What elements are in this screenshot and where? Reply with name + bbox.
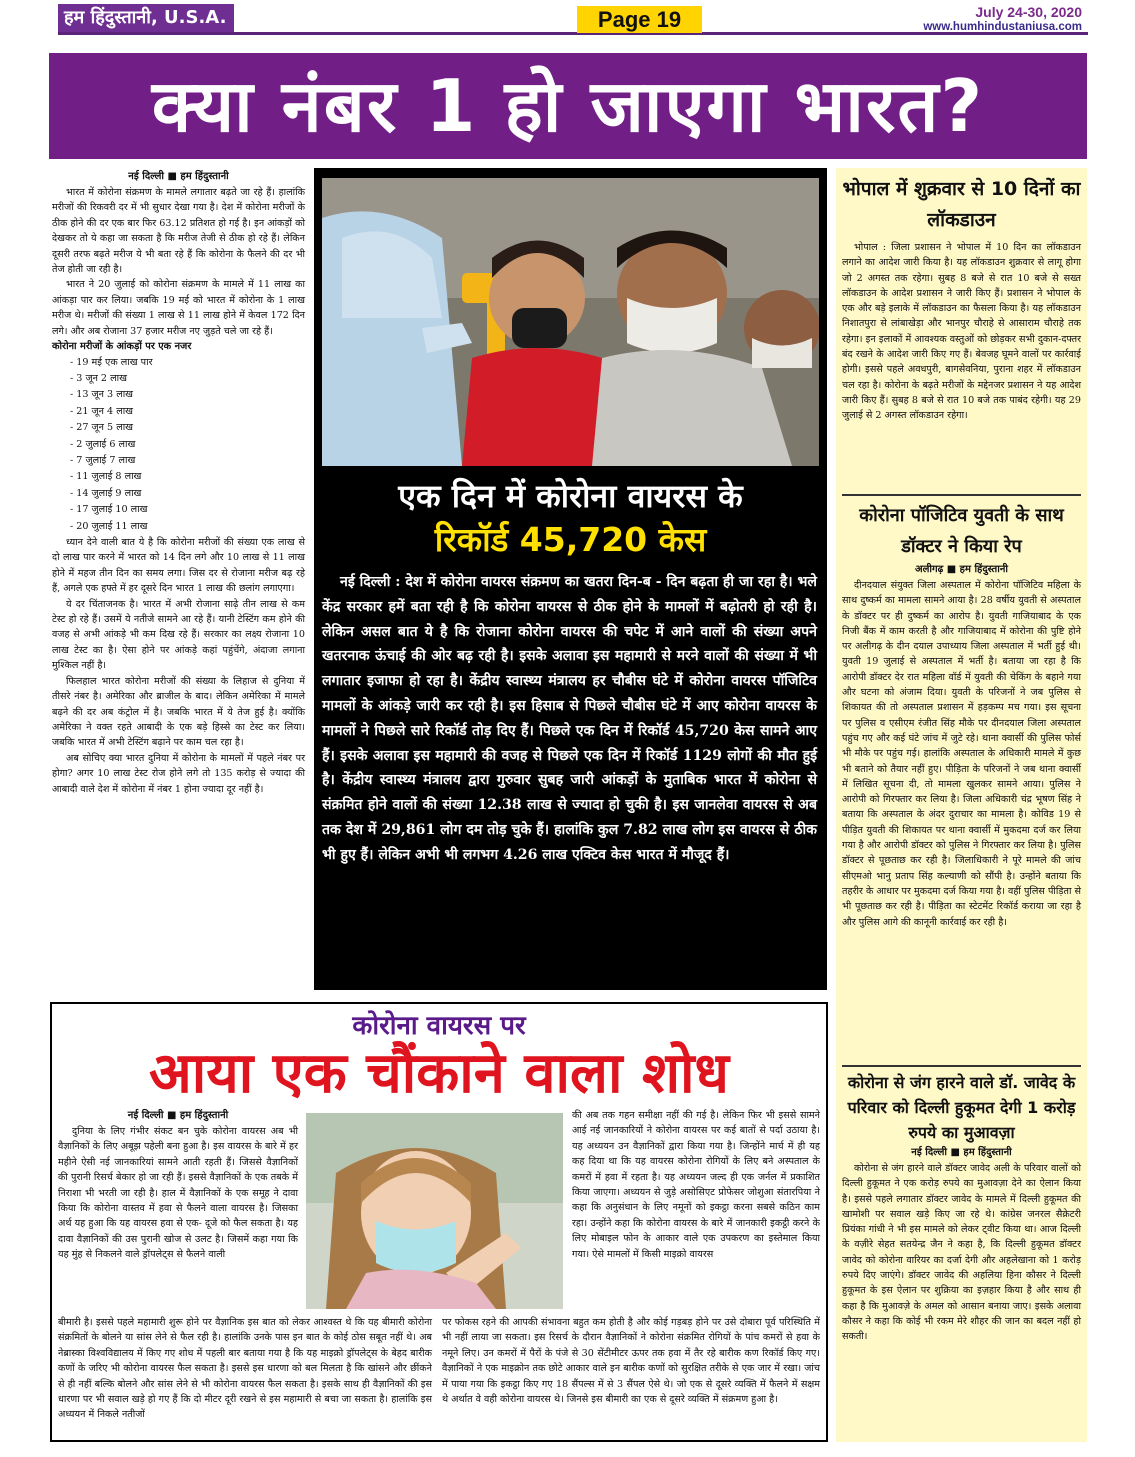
right-story-dateline: अलीगढ़ ■ हम हिंदुस्तानी xyxy=(915,564,1008,575)
center-headline-line1: एक दिन में कोरोना वायरस के xyxy=(398,477,743,515)
masthead: हम हिंदुस्तानी, U.S.A. xyxy=(58,4,234,32)
right-story-headline: कोरोना पॉजिटिव युवती के साथ डॉक्टर ने किया रेप xyxy=(859,505,1064,557)
list-item: - 17 जुलाई 10 लाख xyxy=(70,504,148,516)
list-item: - 21 जून 4 लाख xyxy=(70,405,134,417)
bottom-headline: आया एक चौंकाने वाला शोध xyxy=(149,1041,729,1106)
banner-headline: क्या नंबर 1 हो जाएगा भारत? xyxy=(151,64,985,148)
list-item: - 11 जुलाई 8 लाख xyxy=(70,471,142,483)
list-item: - 20 जुलाई 11 लाख xyxy=(70,520,148,532)
right-story-dateline: नई दिल्ली ■ हम हिंदुस्तानी xyxy=(911,1147,1012,1158)
left-paragraph: ये दर चिंताजनक है। भारत में अभी रोजाना साढ़े तीन लाख से कम टेस्ट हो रहे हैं। उसमें ये नतीजे सामने आ रहे हैं। यानी टेस्टिंग कम होने की वजह से अभी आंकड़े भी कम दिख रहे हैं। सरकार का लक्ष्य रोजाना 10 लाख टेस्ट का है। ऐसा होने पर आंकड़े कहां पहुंचेंगे, अंदाजा लगाना मुश्किल नहीं है। xyxy=(52,598,305,672)
divider xyxy=(842,494,1081,496)
left-article xyxy=(52,169,305,797)
list-item: - 3 जून 2 लाख xyxy=(70,372,127,384)
page-number: Page 19 xyxy=(577,6,702,33)
bottom-paragraph: दुनिया के लिए गंभीर संकट बन चुके कोरोना वायरस अब भी वैज्ञानिकों के लिए अबूझ पहेली बना हुआ है। इस वायरस के बारे में हर महीने ऐसी नई जानकारियां सामने आती रहती हैं। जिससे वैज्ञानिकों की पुरानी रिसर्च बेकार हो जा रही हैं। इससे वैज्ञानिकों के एक तबके में निराशा भी भरती जा रही है। हाल में वैज्ञानिकों के एक समूह ने दावा किया कि कोरोना वास्तव में हवा से फैलने वाला वायरस है। जिसका अर्थ यह हुआ कि यह वायरस हवा से एक- दूजे को फैल सकता है। यह दावा वैज्ञानिकों की उस पुरानी खोज से उलट है। जिसमें कहा गया कि यह मुंह से निकलने वाले ड्रॉपलेट्स से फैलने वाली xyxy=(58,1126,298,1261)
right-story-body: दीनदयाल संयुक्त जिला अस्पताल में कोरोना पॉजिटिव महिला के साथ दुष्कर्म का मामला सामने आया है। 28 वर्षीय युवती से अस्पताल के डॉक्टर पर ही दुष्कर्म का आरोप है। युवती गाजियाबाद के एक निजी बैंक में काम करती है और गाजियाबाद में कोरोना की पुष्टि होने पर अलीगढ़ के दीन दयाल उपाध्याय जिला अस्पताल में भर्ती हुई थी। युवती 19 जुलाई से अस्पताल में भर्ती है। बताया जा रहा है कि आरोपी डॉक्टर देर रात महिला वॉर्ड में युवती की चेकिंग के बहाने गया और घटना को अंजाम दिया। युवती के परिजनों ने जब पुलिस से शिकायत की तो अस्पताल प्रशासन में हड़कम्प मच गया। इस सूचना पर पुलिस व एसीएम रंजीत सिंह मौके पर दीनदयाल जिला अस्पताल पहुंच गए और कई घंटे जांच में जुटे रहे। थाना क्वार्सी की पुलिस फोर्स भी मौके पर पहुंच गई। हालांकि अस्पताल के अधिकारी मामले में कुछ भी बताने को तैयार नहीं हुए। पीड़िता के परिजनों ने जब थाना क्वार्सी में लिखित सूचना दी, तो मामला खुलकर सामने आया। पुलिस ने आरोपी को गिरफ्तार कर लिया है। जिला अधिकारी चंद्र भूषण सिंह ने बताया कि अस्पताल के अंदर दुराचार का मामला है। कोविड 19 से पीड़ित युवती की शिकायत पर थाना क्वार्सी में मुकदमा दर्ज कर लिया गया है और आरोपी डॉक्टर को पुलिस ने गिरफ्तार कर लिया है। पुलिस डॉक्टर से पूछताछ कर रही है। जिलाधिकारी ने पूरे मामले की जांच सीएमओ भानु प्रताप सिंह कल्याणी को सौंपी है। उन्होंने बताया कि तहरीर के आधार पर मुकदमा दर्ज किया गया है। वहीं पुलिस पीड़िता से भी पूछताछ कर रही है। पीड़िता का स्टेटमेंट रिकॉर्ड कराया जा रहा है और पुलिस आगे की कानूनी कार्रवाई कर रही है। xyxy=(842,580,1081,928)
divider xyxy=(842,1065,1081,1067)
bottom-paragraph: बीमारी है। इससे पहले महामारी शुरू होने पर वैज्ञानिक इस बात को लेकर आश्वस्त थे कि यह बीमारी कोरोना संक्रमितों के बोलने या सांस लेने से फैल रही है। हालांकि उनके पास इन बात के कोई ठोस सबूत नहीं थे। अब नेब्रास्का विश्वविद्यालय में किए गए शोध में पहली बार बताया गया है कि यह माइक्रो ड्रॉपलेट्स के बेहद बारीक कणों के जरिए भी कोरोना वायरस फैल सकता है। इससे इस धारणा को बल मिलता है कि खांसने और छींकने से ही नहीं बल्कि बोलने और सांस लेने से भी कोरोना वायरस फैल सकता है। इसके साथ ही वैज्ञानिकों की इस धारणा पर भी सवाल खड़े हो गए हैं कि दो मीटर दूरी रखने से इस महामारी से बचा जा सकता है। हालांकि इस अध्ययन में निकले नतीजों xyxy=(58,1317,432,1421)
right-story-compensation xyxy=(842,1070,1081,1345)
right-story-headline: भोपाल में शुक्रवार से 10 दिनों का लॉकडाउन xyxy=(842,178,1081,231)
left-dateline: नई दिल्ली ■ हम हिंदुस्तानी xyxy=(128,171,229,182)
bottom-paragraph: पर फोकस रहने की आपकी संभावना बहुत कम होती है और कोई गड़बड़ होने पर उसे दोबारा पूर्व परिस्थिति में भी नहीं लाया जा सकता। इस रिसर्च के दौरान वैज्ञानिकों ने कोरोना संक्रमित रोगियों के पांच कमरों से हवा के नमूने लिए। उन कमरों में पैरों के पंजे से 30 सेंटीमीटर ऊपर तक हवा में तैर रहे बारीक कण रिकॉर्ड किए गए। वैज्ञानिकों ने एक माइक्रोन तक छोटे आकार वाले इन बारीक कणों को सुरक्षित तरीके से एक जार में रखा। जांच में पाया गया कि इकट्ठा किए गए 18 सैंपल्स में से 3 सैंपल ऐसे थे। जो एक से दूसरे व्यक्ति में फैलने में सक्षम थे अर्थात वे वही कोरोना वायरस थे। जिनसे इस बीमारी का एक से दूसरे व्यक्ति में संक्रमण हुआ है। xyxy=(442,1317,820,1406)
website-link[interactable]: www.humhindustaniusa.com xyxy=(923,21,1082,33)
left-paragraph: भारत में कोरोना संक्रमण के मामले लगातार बढ़ते जा रहे हैं। हालांकि मरीजों की रिकवरी दर में भी सुधार देखा गया है। देश में कोरोना मरीजों के ठीक होने की दर एक बार फिर 63.12 प्रतिशत हो गई है। इन आंकड़ों को देखकर तो ये कहा जा सकता है कि मरीज तेजी से ठीक हो रहे हैं। लेकिन दूसरी तरफ बढ़ते मरीज ये भी बता रहे हैं कि कोरोना के फैलने की दर भी तेज होती जा रही है। xyxy=(52,187,305,276)
center-body-text: नई दिल्ली : देश में कोरोना वायरस संक्रमण का खतरा दिन-ब - दिन बढ़ता ही जा रहा है। भले केंद्र सरकार हमें बता रही है कि कोरोना वायरस से ठीक होने के मामलों में बढ़ोतरी हो रही है। लेकिन असल बात ये है कि रोजाना कोरोना वायरस की चपेट में आने वालों की संख्या अपने खतरनाक ऊंचाई की ओर बढ़ रही है। इसके अलावा इस महामारी से मरने वालों की संख्या में भी लगातार इजाफा हो रहा है। केंद्रीय स्वास्थ्य मंत्रालय हर चौबीस घंटे में कोरोना वायरस पॉजिटिव मामलों के आंकड़े जारी कर रही है। इस हिसाब से पिछले चौबीस घंटे में आए कोरोना वायरस के मामलों ने पिछले सारे रिकॉर्ड तोड़ दिए हैं। पिछले एक दिन में रिकॉर्ड 45,720 केस सामने आए हैं। इसके अलावा इस महामारी की वजह से पिछले एक दिन में रिकॉर्ड 1129 लोगों की मौत हुई है। केंद्रीय स्वास्थ्य मंत्रालय द्वारा गुरुवार सुबह जारी आंकड़ों के मुताबिक भारत में कोरोना से संक्रमित होने वालों की संख्या 12.38 लाख से ज्यादा हो चुकी है। इस जानलेवा वायरस से अब तक देश में 29,861 लोग दम तोड़ चुके हैं। हालांकि कुल 7.82 लाख लोग इस वायरस से ठीक भी हुए हैं। लेकिन अभी भी लगभग 4.26 लाख एक्टिव केस भारत में मौजूद हैं। xyxy=(322,574,817,863)
bottom-paragraph: की अब तक गहन समीक्षा नहीं की गई है। लेकिन फिर भी इससे सामने आई नई जानकारियों ने कोरोना वायरस पर कई बातों से पर्दा उठाया है। यह अध्ययन उन वैज्ञानिकों द्वारा किया गया है। जिन्होंने मार्च में ही यह कह दिया था कि यह वायरस कोरोना रोगियों के लिए बने अस्पताल के कमरों में हवा में रहता है। यह अध्ययन जल्द ही एक जर्नल में प्रकाशित किया जाएगा। अध्ययन से जुड़े असोसिएट प्रोफेसर जोशुआ संतारपिया ने कहा कि अनुसंधान के लिए नमूनों को इकट्ठा करना सबसे कठिन काम रहा। उन्होंने कहा कि कोरोना वायरस के बारे में जानकारी इकट्ठी करने के लिए मोबाइल फोन के आकार वाले एक उपकरण का इस्तेमाल किया गया। ऐसे मामलों में किसी माइक्रो वायरस xyxy=(572,1110,820,1260)
right-story-headline: कोरोना से जंग हारने वाले डॉ. जावेद के परिवार को दिल्ली हुकूमत देगी 1 करोड़ रुपये का मुआवज़ा xyxy=(847,1073,1076,1142)
bottom-column-1 xyxy=(58,1108,298,1263)
left-paragraph: अब सोचिए क्या भारत दुनिया में कोरोना के मामलों में पहले नंबर पर होगा? अगर 10 लाख टेस्ट रोज होने लगे तो 135 करोड़ से ज्यादा की आबादी वाले देश में कोरोना में नंबर 1 होना ज्यादा दूर नहीं है। xyxy=(52,752,305,795)
left-paragraph: ध्यान देने वाली बात ये है कि कोरोना मरीजों की संख्या एक लाख से दो लाख पार करने में भारत को 14 दिन लगे और 10 लाख से 11 लाख होने में महज तीन दिन का समय लगा। जिस दर से रोजाना मरीज बढ़ रहे हैं, अगले एक हफ्ते में हर दूसरे दिन भारत 1 लाख की छलांग लगाएगा। xyxy=(52,537,305,595)
bottom-column-2 xyxy=(58,1315,432,1423)
list-item: - 27 जून 5 लाख xyxy=(70,422,134,434)
milestone-list xyxy=(52,355,305,535)
bottom-dateline: नई दिल्ली ■ हम हिंदुस्तानी xyxy=(127,1110,229,1121)
temperature-check-photo xyxy=(322,178,819,466)
left-subhead: कोरोना मरीजों के आंकड़ों पर एक नजर xyxy=(52,341,192,353)
list-item: - 19 मई एक लाख पार xyxy=(70,356,153,368)
center-headline-line2: रिकॉर्ड 45,720 केस xyxy=(434,520,707,559)
bottom-column-4 xyxy=(442,1315,820,1407)
right-story-hospital xyxy=(842,500,1081,930)
list-item: - 2 जुलाई 6 लाख xyxy=(70,438,136,450)
left-paragraph: भारत ने 20 जुलाई को कोरोना संक्रमण के मामले में 11 लाख का आंकड़ा पार कर लिया। जबकि 19 मई को भारत में कोरोना के 1 लाख मरीज थे। मरीजों की संख्या 1 लाख से 11 लाख होने में केवल 172 दिन लगे। और अब रोजाना 37 हजार मरीज नए जुड़ते चले जा रहे हैं। xyxy=(52,279,305,337)
bottom-kicker: कोरोना वायरस पर xyxy=(352,1011,526,1041)
issue-date: July 24-30, 2020 xyxy=(975,4,1082,20)
bottom-column-3 xyxy=(572,1108,820,1262)
list-item: - 14 जुलाई 9 लाख xyxy=(70,487,142,499)
girl-mask-photo xyxy=(306,1113,563,1309)
right-story-lockdown xyxy=(842,174,1081,424)
right-story-body: भोपाल : जिला प्रशासन ने भोपाल में 10 दिन का लॉकडाउन लगाने का आदेश जारी किया है। यह लॉकडाउन शुक्रवार से लागू होगा जो 2 अगस्त तक रहेगा। सुबह 8 बजे से रात 10 बजे से सख्त लॉकडाउन के आदेश प्रशासन ने जारी किए हैं। प्रशासन ने भोपाल के एक और बड़े इलाके में लॉकडाउन का फैसला किया है। यह लॉकडाउन निशातपुरा से लांबाखेड़ा और भानपुर चौराहे से आसाराम चौराहे तक रहेगा। इन इलाकों में आवश्यक वस्तुओं को छोड़कर सभी दुकान-दफ्तर बंद रखने के आदेश जारी किए गए हैं। बेवजह घूमने वालों पर कार्रवाई होगी। इससे पहले अवधपुरी, बागसेवनिया, पुराना शहर में लॉकडाउन चल रहा है। कोरोना के बढ़ते मरीजों के मद्देनजर प्रशासन ने यह आदेश जारी किए हैं। सुबह 8 बजे से रात 10 बजे तक पाबंद रहेगी। यह 29 जुलाई से 2 अगस्त लॉकडाउन रहेगा। xyxy=(842,242,1081,422)
right-story-body: कोरोना से जंग हारने वाले डॉक्टर जावेद अली के परिवार वालों को दिल्ली हुकूमत ने एक करोड़ रुपये का मुआवज़ा देने का ऐलान किया है। इससे पहले लगातार डॉक्टर जावेद के मामले में दिल्ली हुकूमत की खामोशी पर सवाल खड़े किए जा रहे थे। कांग्रेस जनरल सैक्रेटरी प्रियंका गांधी ने भी इस मामले को लेकर ट्वीट किया था। आज दिल्ली के वज़ीरे सेहत सतयेन्द्र जैन ने कहा है, कि दिल्ली हुकूमत डॉक्टर जावेद को कोरोना वारियर का दर्जा देगी और अहलेखाना को 1 करोड़ रुपये दिए जाएंगे। डॉक्टर जावेद की अहलिया हिना कौसर ने दिल्ली हुकूमत के इस ऐलान पर शुक्रिया का इज़हार किया है और साथ ही कहा है कि मुआवज़े के अमल को आसान बनाया जाए। इसके अलावा कौसर ने कहा कि कोई भी रकम मेरे शौहर की जान का बदल नहीं हो सकती। xyxy=(842,1163,1081,1343)
left-paragraph: फिलहाल भारत कोरोना मरीजों की संख्या के लिहाज से दुनिया में तीसरे नंबर है। अमेरिका और ब्राजील के बाद। लेकिन अमेरिका में मामले बढ़ने की दर अब कंट्रोल में है। जबकि भारत में ये तेज हुई है। क्योंकि अमेरिका ने वक्त रहते आबादी के एक बड़े हिस्से का टेस्ट कर लिया। जबकि भारत में अभी टेस्टिंग बढ़ाने पर काम चल रहा है। xyxy=(52,675,305,749)
list-item: - 7 जुलाई 7 लाख xyxy=(70,455,136,466)
list-item: - 13 जून 3 लाख xyxy=(70,389,134,401)
